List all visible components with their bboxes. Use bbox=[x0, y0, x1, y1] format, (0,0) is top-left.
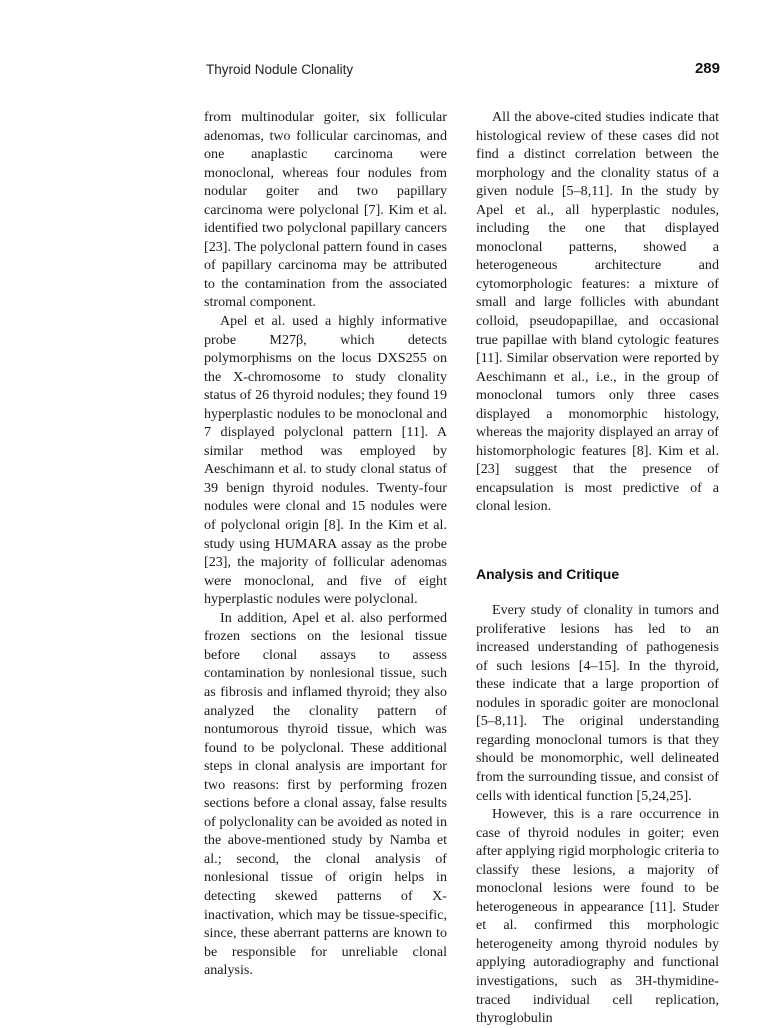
section-heading: Analysis and Critique bbox=[476, 566, 620, 583]
left-column bbox=[204, 108, 447, 980]
page-number: 289 bbox=[694, 60, 720, 77]
right-paragraph-2: Every study of clonality in tumors and proliferative lesions has led to an increased understanding of pathogenesis of such lesions [4–15]. In the thyroid, these indicate that a large proportion of nodules in sporadic goiter are monoclonal [5–8,11]. The original understanding regarding monoclonal tumors is that they should be monomorphic, well delineated from the surrounding tissue, and consist of cells with identical function [5,24,25]. bbox=[476, 602, 719, 804]
right-column bbox=[476, 108, 719, 1028]
left-paragraph-3: In addition, Apel et al. also performed frozen sections on the lesional tissue before clonal assays to assess contamination by nonlesional tissue, such as fibrosis and inflamed thyroid; they also analyzed the clonality pattern of nontumorous thyroid tissue, which was found to be polyclonal. These additional steps in clonal analysis are important for two reasons: first by performing frozen sections before a clonal assay, false results of polyclonality can be avoided as noted in the above-mentioned study by Namba et al.; second, the clonal analysis of nonlesional tissue of origin helps in detecting skewed patterns of X-inactivation, which may be tissue-specific, since, these aberrant patterns are known to be responsible for unreliable clonal analysis. bbox=[204, 609, 447, 979]
left-paragraph-2: Apel et al. used a highly informative probe M27β, which detects polymorphisms on the locus DXS255 on the X-chromosome to study clonality status of 26 thyroid nodules; they found 19 hyperplastic nodules to be monoclonal and 7 displayed polyclonal pattern [11]. A similar method was employed by Aeschimann et al. to study clonal status of 39 benign thyroid nodules. Twenty-four nodules were clonal and 15 nodules were of polyclonal origin [8]. In the Kim et al. study using HUMARA assay as the probe [23], the majority of follicular adenomas were monoclonal, and five of eight hyperplastic nodules were polyclonal. bbox=[204, 313, 447, 608]
right-paragraph-3: However, this is a rare occurrence in case of thyroid nodules in goiter; even after applying rigid morphologic criteria to classify these lesions, a majority of monoclonal lesions were found to be heterogeneous in appearance [11]. Studer et al. confirmed this morphologic heterogeneity among thyroid nodules by applying autoradiography and functional investigations, such as 3H-thymidine-traced individual cell replication, thyroglobulin bbox=[476, 806, 719, 1027]
right-paragraph-1: All the above-cited studies indicate that histological review of these cases did not find a distinct correlation between the morphology and the clonality status of a given nodule [5–8,11]. In the study by Apel et al., all hyperplastic nodules, including the one that displayed monoclonal patterns, showed a heterogeneous architecture and cytomorphologic features: a mixture of small and large follicles with abundant colloid, pseudopapillae, and occasional true papillae with bland cytologic features [11]. Similar observation were reported by Aeschimann et al., i.e., in the group of monoclonal tumors only three cases displayed a monomorphic histology, whereas the majority displayed an array of histomorphologic features [8]. Kim et al. [23] suggest that the presence of encapsulation is most predictive of a clonal lesion. bbox=[476, 109, 719, 515]
left-paragraph-1: from multinodular goiter, six follicular adenomas, two follicular carcinomas, and one anaplastic carcinoma were monoclonal, whereas four nodules from nodular goiter and two papillary carcinoma were polyclonal [7]. Kim et al. identified two polyclonal papillary cancers [23]. The polyclonal pattern found in cases of papillary carcinoma may be attributed to the contamination from the associated stromal component. bbox=[204, 109, 447, 311]
running-head: Thyroid Nodule Clonality bbox=[206, 62, 354, 77]
